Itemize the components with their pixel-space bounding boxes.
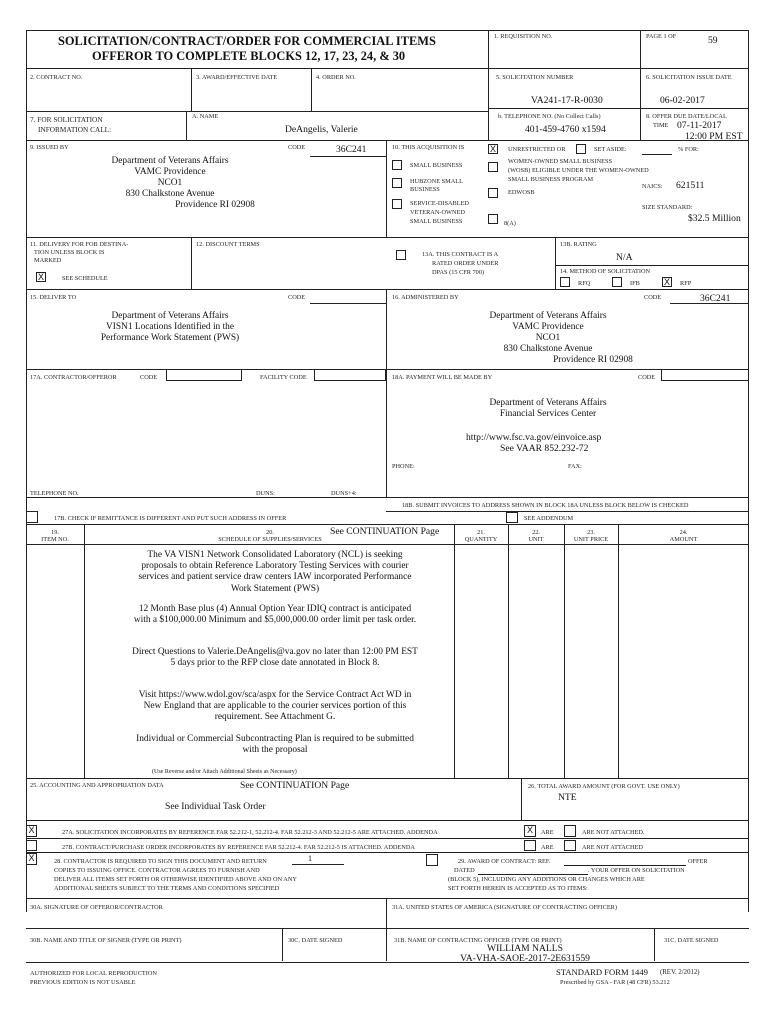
for-info-label: 7. FOR SOLICITATION xyxy=(30,115,103,124)
rule xyxy=(654,928,655,961)
sdvosb-checkbox[interactable] xyxy=(392,199,402,209)
amount-header: 24. xyxy=(679,529,688,536)
rfq-checkbox[interactable] xyxy=(560,277,570,287)
acquisition-label: 10. THIS ACQUISITION IS xyxy=(392,144,465,151)
rule xyxy=(386,898,387,961)
rule xyxy=(26,778,749,779)
form-title-line2: OFFEROR TO COMPLETE BLOCKS 12, 17, 23, 24, & 30 xyxy=(92,49,406,63)
see-schedule-label: SEE SCHEDULE xyxy=(62,275,108,282)
rule xyxy=(508,524,509,778)
accounting-continuation: See CONTINUATION Page xyxy=(240,780,350,791)
quantity-header: 21. xyxy=(477,529,485,536)
29-text: 29. AWARD OF CONTRACT: REF. xyxy=(458,858,551,865)
rule xyxy=(555,237,556,289)
contractor-label: 17A. CONTRACTOR/OFFEROR xyxy=(30,374,117,381)
rule xyxy=(26,524,749,525)
supplies-header: 20. xyxy=(266,529,274,536)
hubzone-checkbox[interactable] xyxy=(392,178,402,188)
rule xyxy=(478,874,588,875)
rule xyxy=(521,778,522,820)
supplies-header-2: SCHEDULE OF SUPPLIES/SERVICES xyxy=(218,536,322,543)
unrestricted-label: UNRESTRICTED OR xyxy=(508,146,566,153)
issue-date-label: 6. SOLICITATION ISSUE DATE xyxy=(646,74,732,81)
deliver-to-line: Performance Work Statement (PWS) xyxy=(100,333,240,343)
rule xyxy=(311,68,312,111)
rule xyxy=(642,154,672,155)
rule xyxy=(454,524,455,778)
rated-order-label-3: DPAS (15 CFR 700) xyxy=(432,269,485,276)
payment-line: Department of Veterans Affairs xyxy=(489,398,607,408)
prescribed-by: Prescribed by GSA - FAR (48 CFR) 53.212 xyxy=(560,979,670,986)
vaar-reference: See VAAR 852.232-72 xyxy=(500,443,589,454)
rule xyxy=(26,962,749,963)
are-not-label: ARE NOT ATTACHED. xyxy=(582,829,645,836)
auth-reproduction: AUTHORIZED FOR LOCAL REPRODUCTION xyxy=(30,970,157,977)
for-info-label-2: INFORMATION CALL: xyxy=(38,125,112,134)
offer-due-time: 12:00 PM EST xyxy=(685,131,743,142)
are-label-2: ARE xyxy=(541,844,554,851)
accounting-label: 25. ACCOUNTING AND APPROPRIATION DATA xyxy=(30,782,164,789)
duns-label: DUNS: xyxy=(256,490,275,497)
issued-by-line: Providence RI 02908 xyxy=(175,200,255,210)
phone-label: b. TELEPHONE NO. (No Collect Calls) xyxy=(498,113,601,120)
rule xyxy=(26,838,749,839)
rule xyxy=(282,928,283,961)
wosb-label-3: SMALL BUSINESS PROGRAM xyxy=(508,176,594,183)
item-no-header: 19. xyxy=(51,529,59,536)
payment-code-field[interactable] xyxy=(661,369,749,381)
28-text: 28. CONTRACTOR IS REQUIRED TO SIGN THIS DOCUMENT AND RETURN xyxy=(54,858,267,865)
total-award-value: NTE xyxy=(558,792,577,803)
rule xyxy=(26,898,749,899)
deliver-to-code-label: CODE xyxy=(288,294,306,301)
method-label: 14. METHOD OF SOLICITATION xyxy=(560,268,651,275)
addendum-label: SEE ADDENDUM xyxy=(524,515,574,522)
deliver-to-line: Department of Veterans Affairs xyxy=(111,311,229,321)
27a-checkbox[interactable]: X xyxy=(26,825,37,837)
29-text-3: (BLOCK 5), INCLUDING ANY ADDITIONS OR CHANGES WHICH ARE xyxy=(448,876,645,883)
29-text-2b: . YOUR OFFER ON SOLICITATION xyxy=(588,867,685,874)
sdvosb-label-2: VETERAN-OWNED xyxy=(410,209,465,216)
telephone-label: TELEPHONE NO. xyxy=(30,490,79,497)
schedule-paragraph: Individual or Commercial Subcontracting Plan is required to be submitted with the proposal xyxy=(136,734,414,756)
delivery-label: 11. DELIVERY FOR FOB DESTINA- xyxy=(30,241,129,248)
contact-phone: 401-459-4760 x1594 xyxy=(525,124,606,135)
rated-order-checkbox[interactable] xyxy=(396,250,406,260)
contractor-code-field[interactable] xyxy=(166,369,242,381)
copies-count: 1 xyxy=(308,854,312,863)
unit-header-2: UNIT xyxy=(528,536,544,543)
rule xyxy=(26,30,27,912)
rule xyxy=(292,864,344,865)
sdvosb-label: SERVICE-DISABLED xyxy=(410,200,469,207)
rule xyxy=(640,30,641,68)
page-total: 59 xyxy=(708,35,718,46)
total-award-label: 26. TOTAL AWARD AMOUNT (FOR GOVT. USE ONLY) xyxy=(528,783,680,790)
facility-code-field[interactable] xyxy=(314,369,386,381)
payment-line: Financial Services Center xyxy=(499,409,597,419)
unit-header: 22. xyxy=(532,529,540,536)
ifb-label: IFB xyxy=(630,280,640,287)
reverse-note: (Use Reverse and/or Attach Additional Sheets as Necessary) xyxy=(152,769,297,775)
offer-time-label: TIME xyxy=(653,122,669,129)
order-no-label: 4. ORDER NO. xyxy=(316,74,356,81)
administered-by-line: Providence RI 02908 xyxy=(553,355,633,365)
wosb-checkbox[interactable] xyxy=(488,162,498,172)
unit-price-header-2: UNIT PRICE xyxy=(573,536,609,543)
rule xyxy=(191,68,192,111)
offer-due-label: 8. OFFER DUE DATE/LOCAL xyxy=(646,113,727,120)
unrestricted-checkbox[interactable]: X xyxy=(489,144,496,154)
are-label: ARE xyxy=(541,829,554,836)
offer-due-date: 07-11-2017 xyxy=(677,120,722,131)
rule xyxy=(26,289,749,290)
issued-by-label: 9. ISSUED BY xyxy=(30,144,69,151)
name31b-label: 31B. NAME OF CONTRACTING OFFICER (TYPE OR PRINT) xyxy=(394,937,562,944)
rfp-checkbox[interactable]: X xyxy=(663,277,670,287)
wosb-label-2: (WOSB) ELIGIBLE UNDER THE WOMEN-OWNED xyxy=(508,167,649,174)
delivery-label-2: TION UNLESS BLOCK IS xyxy=(34,249,105,256)
28-text-2: COPIES TO ISSUING OFFICE. CONTRACTOR AGREES TO FURNISH AND xyxy=(54,867,260,874)
date31c-label: 31C. DATE SIGNED xyxy=(664,937,719,944)
rule xyxy=(386,511,749,512)
rfp-label: RFP xyxy=(680,280,692,287)
small-business-checkbox[interactable] xyxy=(392,160,402,170)
naics-label: NAICS: xyxy=(642,183,663,190)
see-schedule-checkbox[interactable]: X xyxy=(37,272,44,282)
rule xyxy=(555,265,749,266)
rule xyxy=(26,111,489,112)
29-checkbox[interactable] xyxy=(426,854,438,866)
edwosb-label: EDWOSB xyxy=(508,189,535,196)
rule xyxy=(310,156,386,157)
rule xyxy=(26,237,749,238)
hubzone-label: HUBZONE SMALL xyxy=(410,178,463,185)
issued-by-code: 36C241 xyxy=(336,144,367,155)
28-text-4: ADDITIONAL SHEETS SUBJECT TO THE TERMS AND CONDITIONS SPECIFIED xyxy=(54,885,280,892)
payment-phone-label: PHONE: xyxy=(392,463,415,470)
rule xyxy=(488,30,489,68)
sig30a-label: 30A. SIGNATURE OF OFFEROR/CONTRACTOR xyxy=(30,904,163,911)
form-title-line1: SOLICITATION/CONTRACT/ORDER FOR COMMERCIAL ITEMS xyxy=(58,34,436,48)
schedule-paragraph: Visit https://www.wdol.gov/sca/aspx for the Service Contract Act WD in New England that are applicable to the courier services portion of this requirement. See Attachment G. xyxy=(138,690,412,723)
issue-date: 06-02-2017 xyxy=(660,95,705,106)
29-text-2: DATED xyxy=(454,867,475,874)
small-business-label: SMALL BUSINESS xyxy=(410,162,463,169)
rule xyxy=(488,68,489,140)
rule xyxy=(748,30,749,912)
hubzone-label-2: BUSINESS xyxy=(410,186,440,193)
payment-label: 18A. PAYMENT WILL BE MADE BY xyxy=(392,374,493,381)
rating-label: 13B. RATING xyxy=(560,241,597,248)
28-text-3: DELIVER ALL ITEMS SET FORTH OR OTHERWISE IDENTIFIED ABOVE AND ON ANY xyxy=(54,876,297,883)
issued-by-line: Department of Veterans Affairs xyxy=(111,156,229,166)
rated-order-label: 13A. THIS CONTRACT IS A xyxy=(422,251,499,258)
remittance-label: 17B. CHECK IF REMITTANCE IS DIFFERENT AND PUT SUCH ADDRESS IN OFFER xyxy=(54,515,287,522)
rule xyxy=(488,108,749,109)
submit-invoices-label: 18B. SUBMIT INVOICES TO ADDRESS SHOWN IN BLOCK 18A UNLESS BLOCK BELOW IS CHECKED xyxy=(402,502,689,509)
administered-by-line: VAMC Providence xyxy=(512,322,584,332)
set-aside-label: SET ASIDE: xyxy=(594,146,627,153)
are-attached-checkbox-2[interactable] xyxy=(524,840,536,851)
rule xyxy=(191,237,192,289)
rule xyxy=(26,852,749,853)
are-not-attached-checkbox-2[interactable] xyxy=(564,840,576,851)
amount-header-2: AMOUNT xyxy=(669,536,698,543)
addendum-checkbox[interactable] xyxy=(506,512,518,523)
rule xyxy=(564,524,565,778)
rule xyxy=(670,303,749,304)
deliver-to-address xyxy=(60,311,280,344)
discount-terms-label: 12. DISCOUNT TERMS xyxy=(196,241,260,248)
rule xyxy=(640,68,641,140)
administered-by-line: NCO1 xyxy=(535,333,561,343)
rule xyxy=(26,140,749,141)
29-text-4: SET FORTH HEREIN IS ACCEPTED AS TO ITEMS: xyxy=(448,885,588,892)
rule xyxy=(618,524,619,778)
28-checkbox[interactable]: X xyxy=(26,853,37,865)
rated-order-label-2: RATED ORDER UNDER xyxy=(432,260,499,267)
ifb-checkbox[interactable] xyxy=(612,277,622,287)
are-not-attached-checkbox[interactable] xyxy=(564,825,576,837)
payment-fax-label: FAX: xyxy=(568,463,582,470)
rule xyxy=(386,140,387,237)
rule xyxy=(26,820,749,821)
item-no-header-2: ITEM NO. xyxy=(41,536,69,543)
rule xyxy=(26,928,749,929)
deliver-to-label: 15. DELIVER TO xyxy=(30,294,77,301)
contact-name: DeAngelis, Valerie xyxy=(285,124,358,135)
payment-address xyxy=(438,398,658,420)
27b-checkbox[interactable] xyxy=(26,840,37,851)
wosb-label: WOMEN-OWNED SMALL BUSINESS xyxy=(508,158,613,165)
administered-by-line: 830 Chalkstone Avenue xyxy=(503,344,593,354)
administered-by-code: 36C241 xyxy=(700,293,731,304)
schedule-continuation: See CONTINUATION Page xyxy=(330,526,440,537)
requisition-label: 1. REQUISITION NO. xyxy=(494,33,553,40)
size-standard: $32.5 Million xyxy=(688,213,741,224)
27a-text: 27A. SOLICITATION INCORPORATES BY REFERENCE FAR 52.212-1, 52.212-4. FAR 52.212-3 AND 52.212-5 ARE ATTACHED. ADDENDA xyxy=(62,829,438,836)
name30b-label: 30B. NAME AND TITLE OF SIGNER (TYPE OR PRINT) xyxy=(30,937,182,944)
rule xyxy=(26,497,749,498)
deliver-to-line: VISN1 Locations Identified in the xyxy=(105,322,235,332)
solicitation-number: VA241-17-R-0030 xyxy=(531,95,603,106)
percent-for-label: % FOR: xyxy=(678,146,699,153)
issued-by-code-label: CODE xyxy=(288,144,306,151)
page-label: PAGE 1 OF xyxy=(646,33,677,40)
rule xyxy=(26,544,749,545)
are-not-label-2: ARE NOT ATTACHED xyxy=(582,844,643,851)
rule xyxy=(26,369,749,370)
rule xyxy=(386,369,387,497)
schedule-paragraph: The VA VISN1 Network Consolidated Laboratory (NCL) is seeking proposals to obtain Reference Laboratory Testing Services with courier services and patient service draw centers IAW incorporated Performance Work Statement (PWS) xyxy=(138,550,412,594)
schedule-paragraph: Direct Questions to Valerie.DeAngelis@va.gov no later than 12:00 PM EST 5 days prior to the RFP close date annotated in Block 8. xyxy=(132,647,418,669)
27b-text: 27B. CONTRACT/PURCHASE ORDER INCORPORATES BY REFERENCE FAR 52.212-4. FAR 52.212-5 IS ATTACHED. ADDENDA xyxy=(62,844,415,851)
award-date-label: 3. AWARD/EFFECTIVE DATE xyxy=(196,74,278,81)
form-revision: (REV. 2/2012) xyxy=(660,969,700,976)
task-order-note: See Individual Task Order xyxy=(165,801,266,812)
8a-checkbox[interactable] xyxy=(488,214,498,224)
rule xyxy=(386,289,387,369)
issued-by-line: 830 Chalkstone Avenue xyxy=(125,189,215,199)
rating-value: N/A xyxy=(616,252,633,263)
administered-by-address xyxy=(438,311,658,366)
are-attached-checkbox[interactable]: X xyxy=(524,825,536,837)
rule xyxy=(84,524,85,778)
schedule-paragraph: 12 Month Base plus (4) Annual Option Year IDIQ contract is anticipated with a $100,000.00 Minimum and $5,000,000.00 order limit per task order. xyxy=(133,604,417,626)
name-label: A. NAME xyxy=(192,113,219,120)
size-standard-label: SIZE STANDARD: xyxy=(642,204,693,211)
issued-by-line: VAMC Providence xyxy=(134,167,206,177)
contract-no-label: 2. CONTRACT NO. xyxy=(30,74,83,81)
remittance-checkbox[interactable] xyxy=(26,511,38,523)
edwosb-checkbox[interactable] xyxy=(488,188,498,198)
contractor-code-label: CODE xyxy=(140,374,158,381)
29-text-offer: OFFER xyxy=(688,858,708,865)
sdvosb-label-3: SMALL BUSINESS xyxy=(410,218,463,225)
officer-name: WILLIAM NALLS xyxy=(487,943,563,954)
payment-code-label: CODE xyxy=(638,374,656,381)
administered-by-label: 16. ADMINISTERED BY xyxy=(392,294,459,301)
rule xyxy=(564,865,686,866)
solicitation-number-label: 5. SOLICITATION NUMBER xyxy=(496,74,574,81)
date30c-label: 30C. DATE SIGNED xyxy=(288,937,343,944)
issued-by-address xyxy=(60,156,280,211)
8a-label: 8(A) xyxy=(504,220,516,227)
set-aside-checkbox[interactable] xyxy=(576,144,586,154)
issued-by-line: NCO1 xyxy=(157,178,183,188)
rule xyxy=(186,111,187,140)
administered-by-line: Department of Veterans Affairs xyxy=(489,311,607,321)
rfq-label: RFQ xyxy=(578,280,591,287)
previous-edition: PREVIOUS EDITION IS NOT USABLE xyxy=(30,979,136,986)
facility-code-label: FACILITY CODE xyxy=(260,374,307,381)
quantity-header-2: QUANTITY xyxy=(464,536,498,543)
unit-price-header: 23. xyxy=(587,529,595,536)
sig31a-label: 31A. UNITED STATES OF AMERICA (SIGNATURE OF CONTRACTING OFFICER) xyxy=(392,904,617,911)
administered-by-code-label: CODE xyxy=(644,294,662,301)
duns4-label: DUNS+4: xyxy=(331,490,357,497)
delivery-label-3: MARKED xyxy=(34,257,62,264)
rule xyxy=(310,303,386,304)
officer-id: VA-VHA-SAOE-2017-2E631559 xyxy=(460,953,590,964)
form-number: STANDARD FORM 1449 xyxy=(556,967,648,977)
einvoice-url[interactable]: http://www.fsc.va.gov/einvoice.asp xyxy=(466,432,602,443)
naics-code: 621511 xyxy=(676,180,705,191)
